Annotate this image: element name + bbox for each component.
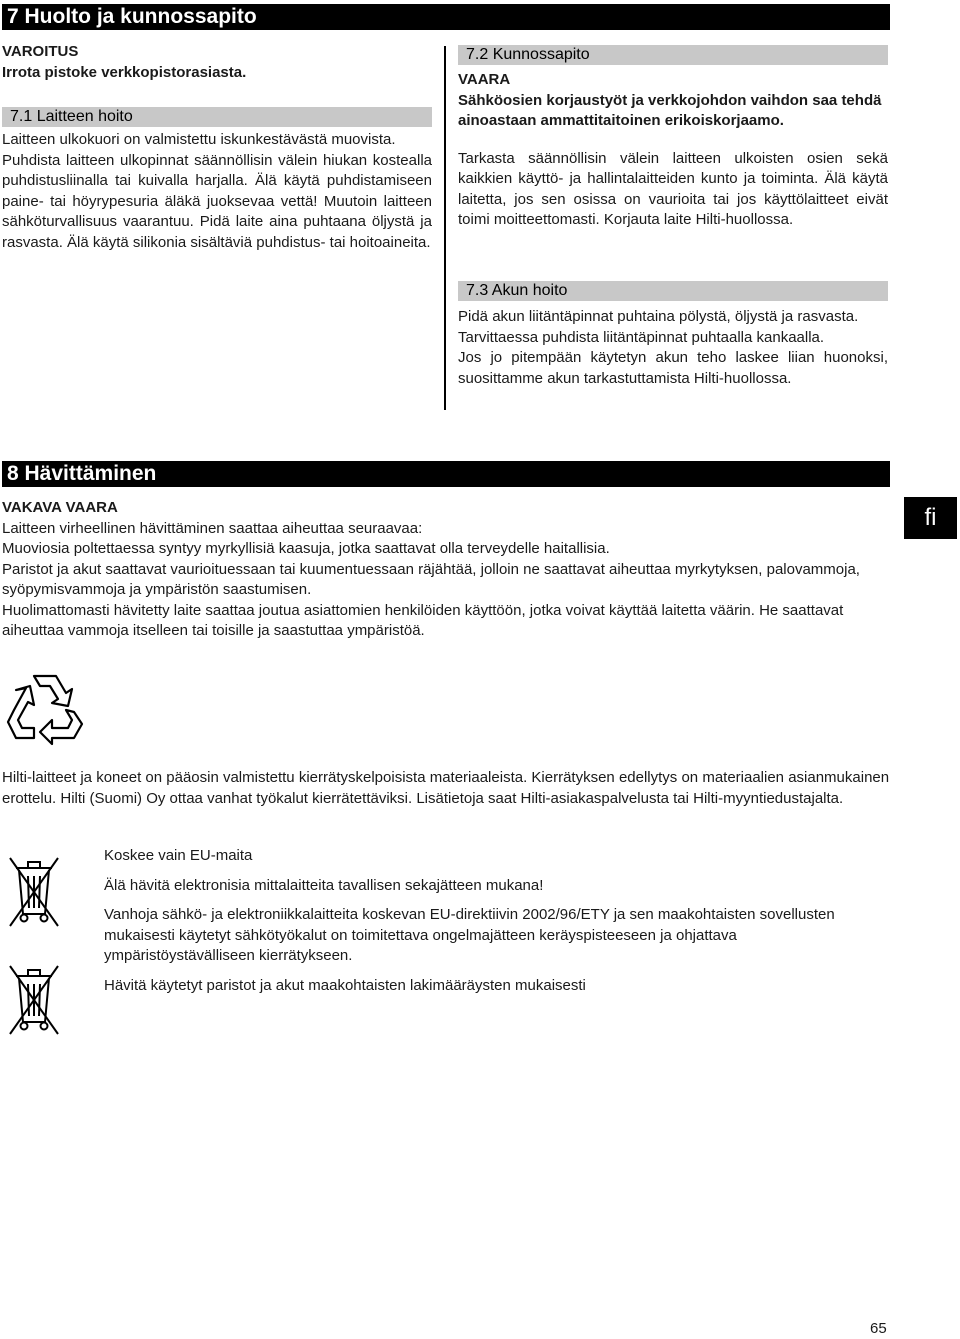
language-tab: fi (904, 497, 957, 539)
column-divider (444, 46, 446, 410)
battery-care-paragraph-3: Jos jo pitempään käytetyn akun teho laskee liian huonoksi, suosittamme akun tarkastuttamista Hilti-huollossa. (458, 349, 888, 387)
section-8-title: 8 Hävittäminen (2, 461, 890, 487)
disposal-line-1: Laitteen virheellinen hävittäminen saattaa aiheuttaa seuraavaa: (2, 519, 423, 537)
subsection-7-3-title: 7.3 Akun hoito (458, 281, 888, 301)
disposal-line-3: Paristot ja akut saattavat vaurioituessaan tai kuumentuessaan räjähtää, jolloin ne saattavat aiheuttaa myrkytyksen, palovammoja, syöpymisvammoja ja ympäristön saastumisen. (2, 560, 860, 598)
battery-care-paragraph-1: Pidä akun liitäntäpinnat puhtaina pölystä, öljystä ja rasvasta. (458, 308, 859, 325)
subsection-7-2-title: 7.2 Kunnossapito (458, 45, 888, 65)
care-paragraph-2: Puhdista laitteen ulkopinnat säännöllisin välein hiukan kostealla puhdistusliinalla tai kuivalla harjalla. Älä käytä puhdistamiseen paine- tai höyrypesuria äläkä juoksevaa vettä! Muutoin laitteen sähköturvallisuus vaarantuu. Pidä laite aina puhtaana öljystä ja rasvasta. Älä käytä silikonia sisältäviä puhdistus- tai hoitoaineita. (2, 151, 432, 251)
subsection-7-1-title: 7.1 Laitteen hoito (2, 107, 432, 127)
maintenance-danger-text: Sähköosien korjaustyöt ja verkkojohdon vaihdon saa tehdä ainoastaan ammattitaitoinen erikoiskorjaamo. (458, 91, 882, 129)
eu-waste-warning: Älä hävitä elektronisia mittalaitteita tavallisen sekajätteen mukana! (104, 876, 544, 894)
recycle-text-block (2, 768, 890, 809)
battery-disposal-text: Hävitä käytetyt paristot ja akut maakohtaisten lakimääräysten mukaisesti (104, 976, 586, 994)
care-paragraph-1: Laitteen ulkokuori on valmistettu iskunkestävästä muovista. (2, 131, 396, 148)
maintenance-paragraph: Tarkasta säännöllisin välein laitteen ulkoisten osien sekä kaikkien käyttö- ja hallintalaitteiden kunto ja toiminta. Älä käytä laitetta, jos sen osissa on vaurioita tai jos käyttölaitteet eivät toimi moitteettomasti. Korjauta laite Hilti-huollossa. (458, 149, 888, 228)
battery-care-paragraph-2: Tarvittaessa puhdista liitäntäpinnat puhtaalla kankaalla. (458, 328, 825, 346)
maintenance-danger-label: VAARA (458, 71, 511, 88)
section-8-body (2, 498, 890, 642)
warning-text: Irrota pistoke verkkopistorasiasta. (2, 63, 247, 81)
subsection-7-3-body (458, 307, 888, 389)
eu-only-label: Koskee vain EU-maita (104, 847, 253, 864)
crossed-out-bin-icon (6, 854, 62, 932)
disposal-line-2: Muoviosia poltettaessa syntyy myrkyllisiä kaasuja, jotka saattavat olla terveydelle haitallisia. (2, 540, 610, 557)
disposal-danger-label: VAKAVA VAARA (2, 499, 118, 516)
eu-directive-text: Vanhoja sähkö- ja elektroniikkalaitteita koskevan EU-direktiivin 2002/96/ETY ja sen maakohtaisten sovellusten mukaisesti käytetyt sähkötyökalut on toimitettava ongelmajätteen keräyspisteeseen ja ohjattava ympäristöystävälliseen kierrätykseen. (104, 906, 835, 964)
warning-label: VAROITUS (2, 43, 79, 60)
crossed-out-battery-bin-icon (6, 962, 62, 1040)
recycle-icon (4, 670, 86, 746)
subsection-7-2-body (458, 70, 888, 231)
recycle-paragraph: Hilti-laitteet ja koneet on pääosin valmistettu kierrätyskelpoisista materiaaleista. Kierrätyksen edellytys on materiaalien asianmukainen erottelu. Hilti (Suomi) Oy ottaa vanhat työkalut kierrätettäviksi. Lisätietoja saat Hilti-asiakaspalvelusta tai Hilti-myyntiedustajalta. (2, 769, 890, 807)
subsection-7-1-body (2, 130, 432, 253)
section-7-title: 7 Huolto ja kunnossapito (2, 4, 890, 30)
section-7-left-column (2, 42, 432, 83)
disposal-line-4: Huolimattomasti hävitetty laite saattaa joutua asiattomien henkilöiden käyttöön, jotka voivat käyttää laitetta väärin. He saattavat aiheuttaa vammoja itselleen tai toisille ja saastuttaa ympäristöä. (2, 601, 844, 639)
eu-info-block (104, 846, 890, 996)
page-number: 65 (870, 1320, 887, 1337)
